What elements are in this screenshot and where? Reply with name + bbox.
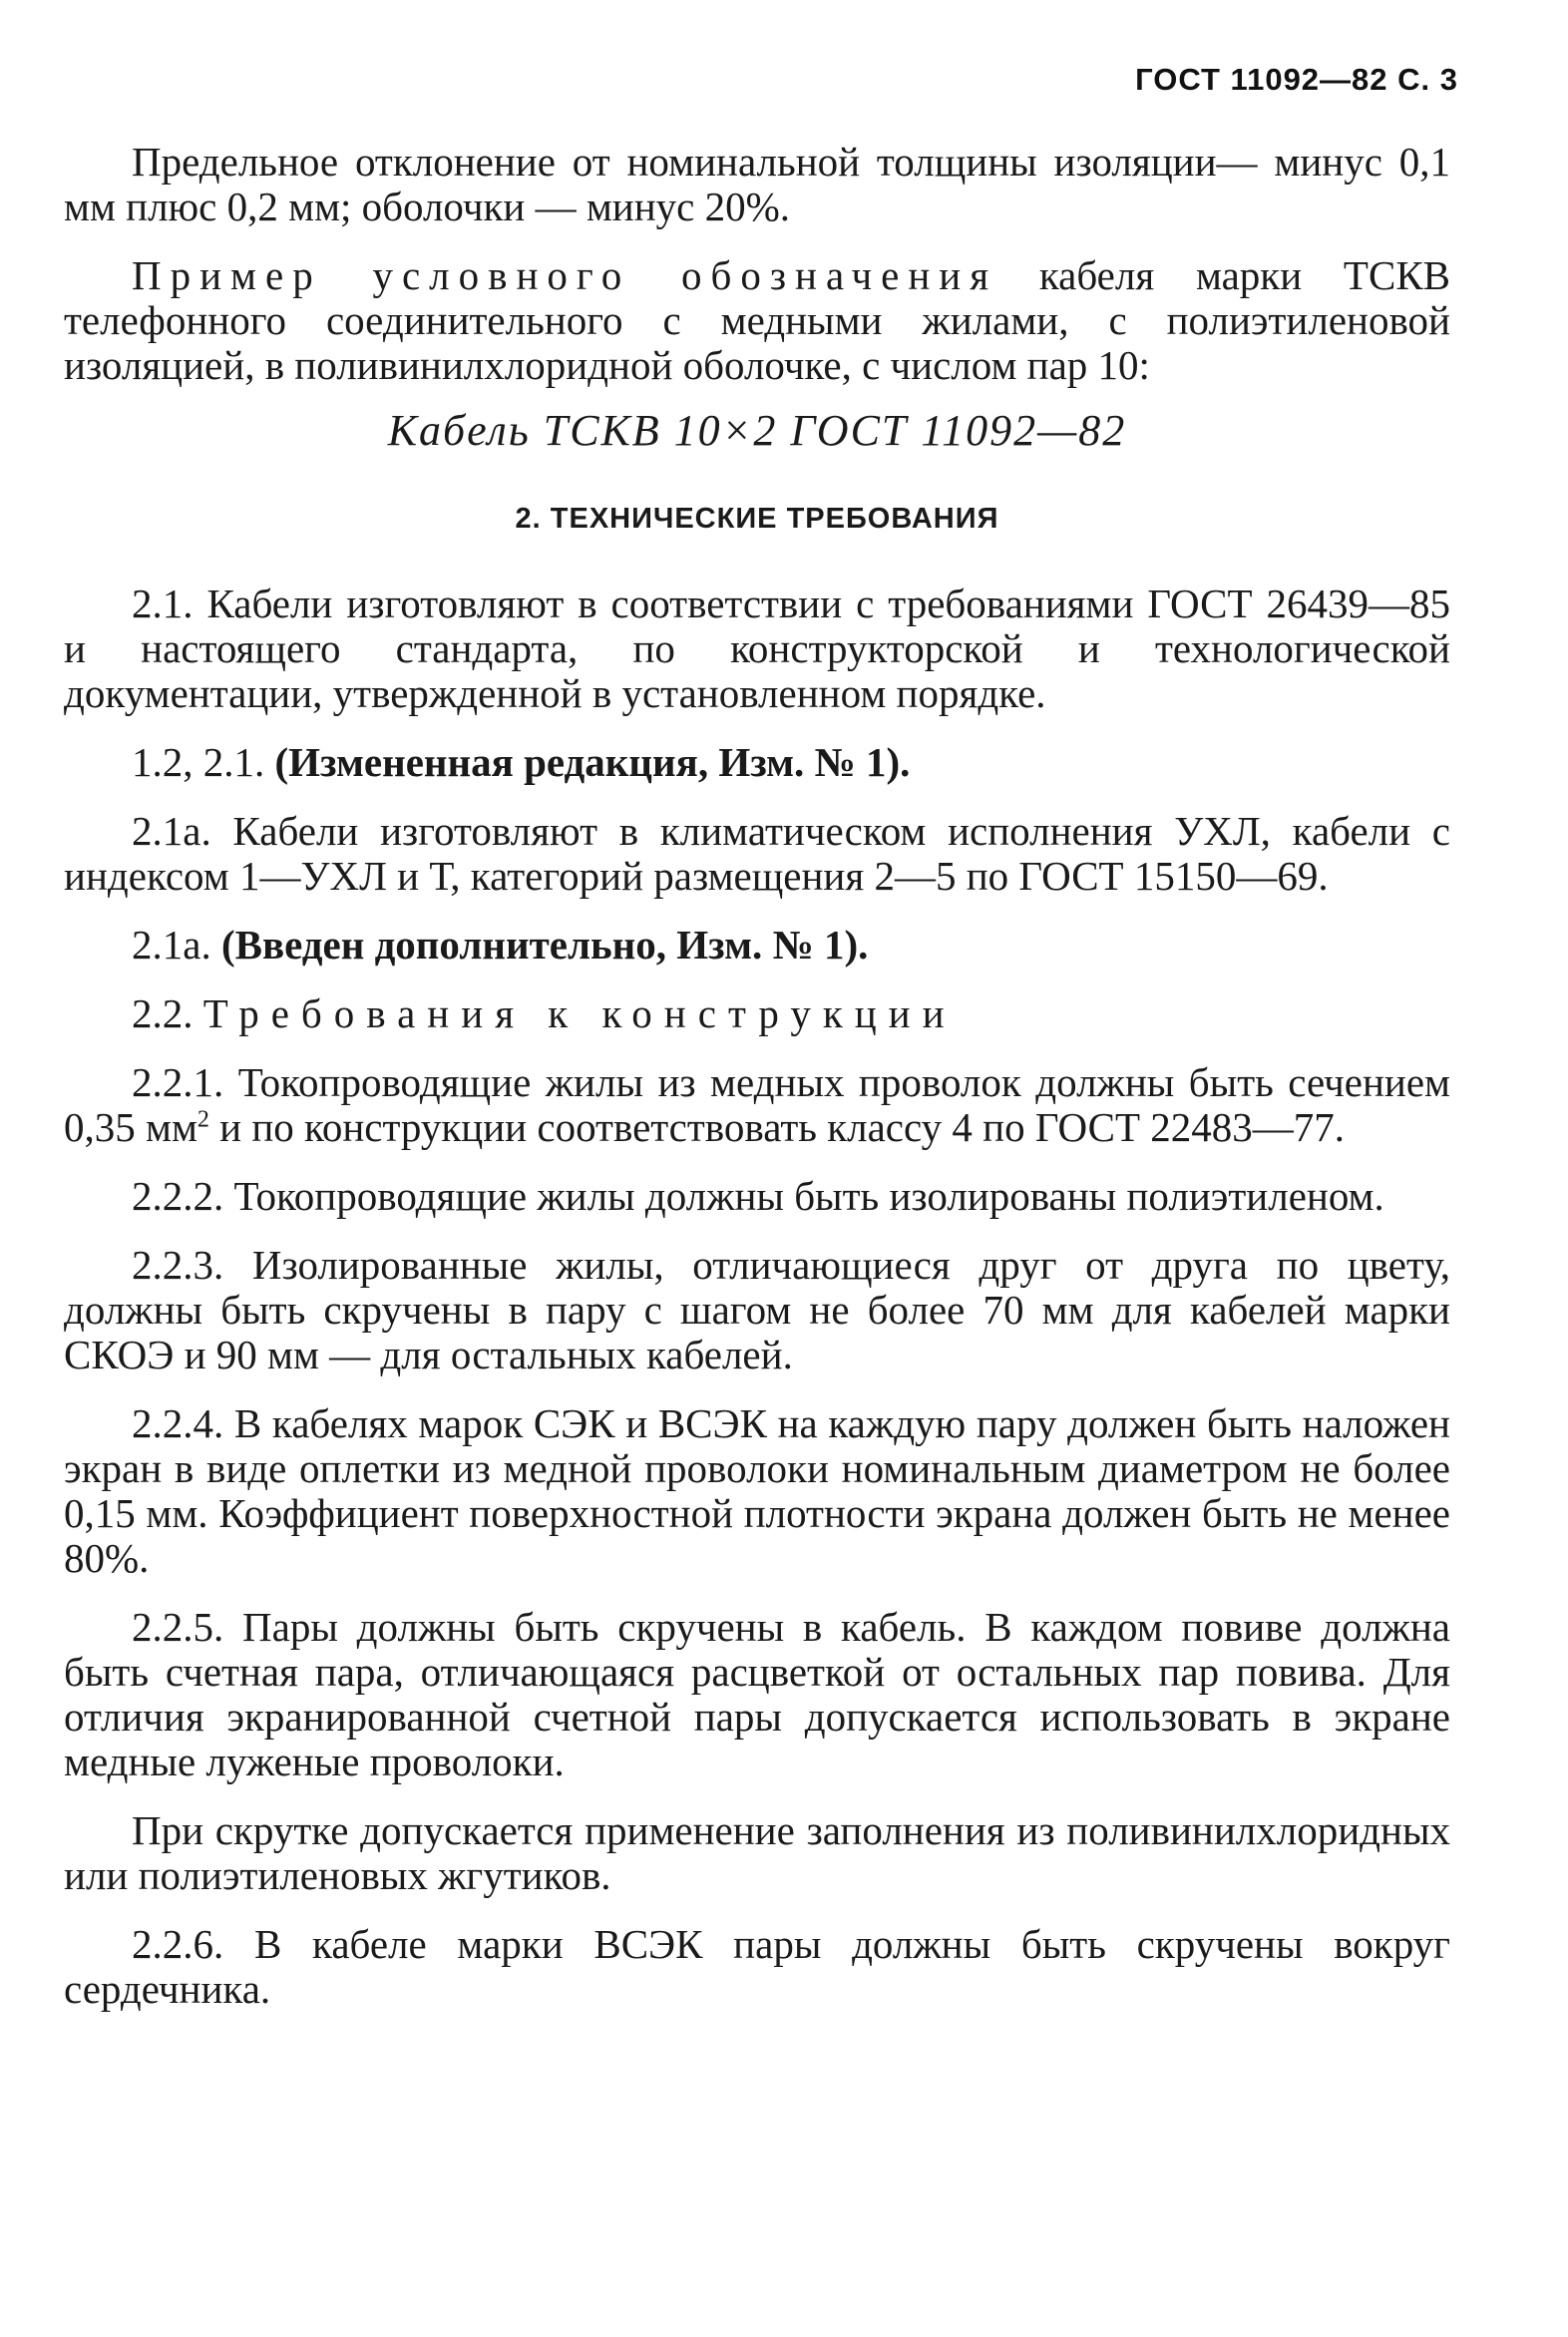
clause-2-2-3: 2.2.3. Изолированные жилы, отличающиеся друг от друга по цвету, должны быть скручены в пару с шагом не более 70 мм для кабелей марки СКОЭ и 90 мм — для остальных кабелей. [64, 1242, 1450, 1377]
clause-2-2-2: 2.2.2. Токопроводящие жилы должны быть изолированы полиэтиленом. [132, 1173, 1384, 1219]
clause-2-2-1-superscript: 2 [196, 1106, 209, 1133]
clause-2-1: 2.1. Кабели изготовляют в соответствии с требованиями ГОСТ 26439—85 и настоящего стандарта, по конструкторской и технологической документации, утвержденной в установленном порядке. [64, 581, 1450, 716]
clause-2-2-1-part-a: 2.2.1. Токопроводящие жилы из медных проволок должны быть сечением 0,35 мм [64, 1059, 1450, 1150]
clause-2-2-4: 2.2.4. В кабелях марок СЭК и ВСЭК на каждую пару должен быть наложен экран в виде оплетки из медной проволоки номинальным диаметром не более 0,15 мм. Коэффициент поверхностной плотности экрана должен быть не менее 80%. [64, 1400, 1450, 1581]
clause-2-1a: 2.1а. Кабели изготовляют в климатическом исполнения УХЛ, кабели с индексом 1—УХЛ и Т, категорий размещения 2—5 по ГОСТ 15150—69. [64, 808, 1450, 899]
clause-2-2-6: 2.2.6. В кабеле марки ВСЭК пары должны быть скручены вокруг сердечника. [64, 1921, 1450, 2012]
section-title: 2. ТЕХНИЧЕСКИЕ ТРЕБОВАНИЯ [515, 503, 999, 535]
page-header: ГОСТ 11092—82 С. 3 [1135, 62, 1458, 97]
clause-2-2-1 [64, 1060, 1450, 1150]
clause-2-2-1-part-b: и по конструкции соответствовать классу 4 по ГОСТ 22483—77. [208, 1104, 1346, 1150]
note-1-ref: 1.2, 2.1. [132, 739, 275, 785]
clause-2-2-title: Требования к конструкции [202, 990, 957, 1036]
example-lead: Пример условного обозначения [132, 252, 998, 298]
example-rest: кабеля марки ТСКВ телефонного соединительного с медными жилами, с полиэтиленовой изоляцией, в поливинилхлоридной оболочке, с числом пар 10: [64, 252, 1451, 388]
amendment-note-2 [64, 923, 1450, 968]
clause-2-2-number: 2.2. [132, 990, 203, 1036]
paragraph-deviation: Предельное отклонение от номинальной толщины изоляции— минус 0,1 мм плюс 0,2 мм; оболочки — минус 20%. [64, 139, 1450, 229]
note-2-ref: 2.1а. [132, 922, 221, 968]
note-2-text: (Введен дополнительно, Изм. № 1). [220, 922, 869, 968]
paragraph-example [64, 253, 1450, 388]
cable-designation: Кабель ТСКВ 10×2 ГОСТ 11092—82 [387, 406, 1127, 455]
amendment-note-1 [64, 740, 1450, 785]
clause-2-2-5: 2.2.5. Пары должны быть скручены в кабель. В каждом повиве должна быть счетная пара, отличающаяся расцветкой от остальных пар повива. Для отличия экранированной счетной пары допускается использовать в экране медные луженые проволоки. [64, 1604, 1450, 1784]
clause-2-2-heading [64, 991, 1450, 1036]
clause-2-2-5-note: При скрутке допускается применение заполнения из поливинилхлоридных или полиэтиленовых жгутиков. [64, 1807, 1450, 1898]
document-body [64, 140, 1450, 2036]
note-1-text: (Измененная редакция, Изм. № 1). [274, 739, 911, 785]
